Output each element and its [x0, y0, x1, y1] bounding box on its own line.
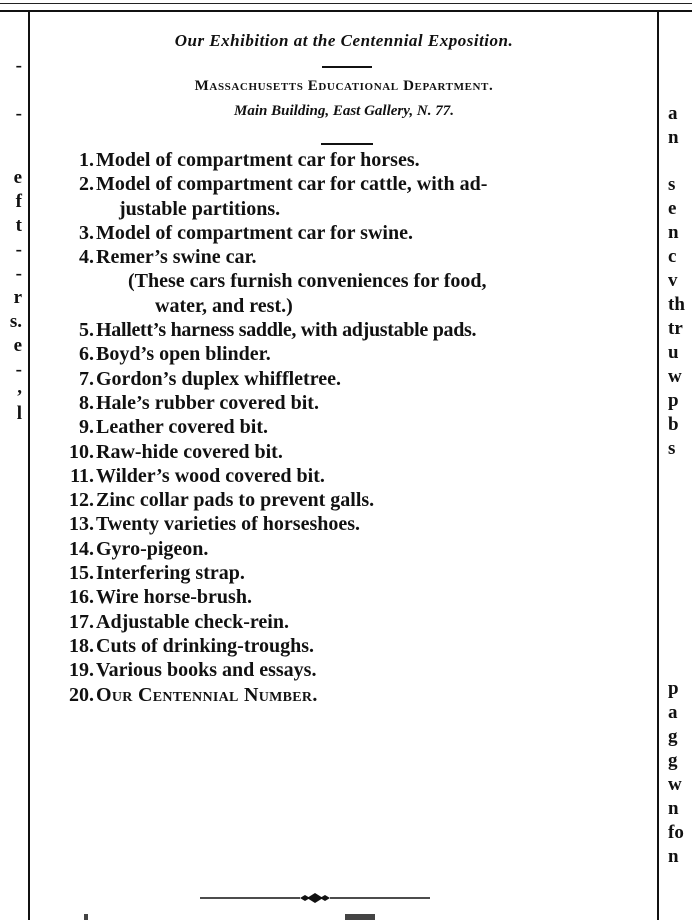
- list-item: [48, 318, 648, 342]
- item-text: Hale’s rubber covered bit.: [96, 391, 319, 414]
- department-heading: Massachusetts Educational Department.: [194, 78, 494, 94]
- item-text: Our Centennial Number.: [96, 683, 318, 706]
- right-fragment: u: [668, 342, 679, 363]
- list-item: [48, 415, 648, 439]
- item-text: Adjustable check-rein.: [96, 610, 289, 633]
- exhibit-list: [48, 148, 648, 707]
- left-fragment: -: [15, 359, 22, 380]
- right-fragment: a: [668, 702, 678, 723]
- item-text: Interfering strap.: [96, 562, 245, 585]
- item-text: Cuts of drinking-troughs.: [96, 634, 315, 657]
- right-fragment: s: [668, 438, 676, 459]
- right-fragment: fo: [668, 822, 684, 843]
- list-item: [48, 537, 648, 561]
- item-text: Model of compartment car for horses.: [96, 149, 420, 171]
- right-fragment: p: [668, 678, 679, 699]
- left-fragment: -: [15, 263, 22, 284]
- item-number: 5.: [79, 319, 94, 342]
- item-text: Raw-hide covered bit.: [96, 440, 283, 463]
- item-number: 4.: [79, 246, 94, 269]
- list-item: [48, 172, 648, 196]
- item-number: 9.: [79, 416, 94, 439]
- section-end-ornament: [200, 893, 430, 903]
- right-fragment: n: [668, 127, 679, 148]
- right-fragment: w: [668, 366, 682, 387]
- left-fragment: l: [16, 403, 22, 424]
- location-divider: [321, 143, 373, 145]
- item-number: 17.: [69, 610, 94, 633]
- right-fragment: g: [668, 750, 678, 771]
- item-text: Boyd’s open blinder.: [96, 343, 271, 366]
- list-item: [48, 488, 648, 512]
- right-fragment: th: [668, 294, 685, 315]
- item-number: 7.: [79, 367, 94, 390]
- item-number: 15.: [69, 562, 94, 585]
- list-item: [48, 683, 648, 707]
- list-item: [48, 367, 648, 391]
- item-number: 12.: [69, 489, 94, 512]
- left-fragment: r: [13, 287, 22, 308]
- list-item: [48, 464, 648, 488]
- right-fragment: w: [668, 774, 682, 795]
- clipped-text-mark: [345, 914, 375, 920]
- right-fragment: n: [668, 222, 679, 243]
- list-item: [48, 512, 648, 536]
- item-note: (These cars furnish conveniences for food,: [128, 270, 487, 293]
- item-text: Gyro-pigeon.: [96, 537, 209, 560]
- list-item: [48, 148, 648, 172]
- ornament-diamond-small-right: [320, 895, 330, 901]
- item-number: 3.: [79, 221, 94, 244]
- list-item: [48, 342, 648, 366]
- item-text: Model of compartment car for swine.: [96, 221, 413, 244]
- right-fragment: v: [668, 270, 678, 291]
- item-number: 20.: [69, 683, 94, 706]
- item-text: Wire horse-brush.: [96, 586, 252, 609]
- item-number: 10.: [69, 440, 94, 463]
- left-column-rule: [28, 12, 30, 920]
- left-fragment: t: [15, 215, 22, 236]
- item-number: 6.: [79, 343, 94, 366]
- right-fragment: n: [668, 846, 679, 867]
- right-fragment: n: [668, 798, 679, 819]
- item-number: 14.: [69, 537, 94, 560]
- right-fragment: e: [668, 198, 677, 219]
- item-number: 2.: [79, 173, 94, 196]
- item-text: Various books and essays.: [96, 659, 317, 682]
- top-rule-thin: [0, 3, 692, 4]
- list-item: [48, 440, 648, 464]
- item-number: 19.: [69, 659, 94, 682]
- item-note: water, and rest.): [155, 294, 293, 317]
- left-fragment: -: [15, 55, 22, 76]
- item-number: 11.: [70, 464, 94, 487]
- list-item: [48, 634, 648, 658]
- item-text: Gordon’s duplex whiffletree.: [96, 367, 341, 390]
- list-item: [48, 585, 648, 609]
- list-item: [48, 245, 648, 269]
- item-text: Wilder’s wood covered bit.: [96, 464, 325, 487]
- right-fragment: a: [668, 103, 678, 124]
- item-number: 16.: [69, 586, 94, 609]
- item-text: Leather covered bit.: [96, 416, 269, 439]
- left-fragment: -: [15, 239, 22, 260]
- right-fragment: tr: [668, 318, 683, 339]
- right-fragment: p: [668, 390, 679, 411]
- list-item-continuation: justable partitions.: [119, 197, 281, 220]
- list-item: [48, 658, 648, 682]
- title-divider: [322, 66, 372, 68]
- list-item: [48, 391, 648, 415]
- item-number: 13.: [69, 513, 94, 536]
- left-fragment: -: [15, 103, 22, 124]
- item-number: 18.: [69, 634, 94, 657]
- right-fragment: b: [668, 414, 679, 435]
- clipped-text-mark: [84, 914, 88, 920]
- item-number: 1.: [79, 149, 94, 171]
- left-fragment: ,: [17, 377, 22, 398]
- list-item: [48, 610, 648, 634]
- left-fragment: s.: [9, 311, 22, 332]
- left-fragment: e: [13, 167, 22, 188]
- item-text: Model of compartment car for cattle, with ad-: [96, 173, 488, 196]
- item-text: Zinc collar pads to prevent galls.: [96, 489, 375, 512]
- article-title: Our Exhibition at the Centennial Exposition.: [174, 31, 514, 50]
- item-text: Twenty varieties of horseshoes.: [96, 513, 361, 536]
- left-fragment: f: [15, 191, 22, 212]
- right-column-rule: [657, 12, 659, 920]
- item-text: Hallett’s harness saddle, with adjustable pads.: [96, 319, 477, 342]
- right-fragment: g: [668, 726, 678, 747]
- right-fragment: s: [668, 174, 676, 195]
- item-number: 8.: [79, 391, 94, 414]
- location-line: Main Building, East Gallery, N. 77.: [234, 103, 454, 119]
- left-fragment: e: [13, 335, 22, 356]
- item-text: Remer’s swine car.: [96, 246, 257, 269]
- right-fragment: c: [668, 246, 677, 267]
- list-item: [48, 561, 648, 585]
- top-rule-thick: [0, 10, 692, 12]
- list-item: [48, 221, 648, 245]
